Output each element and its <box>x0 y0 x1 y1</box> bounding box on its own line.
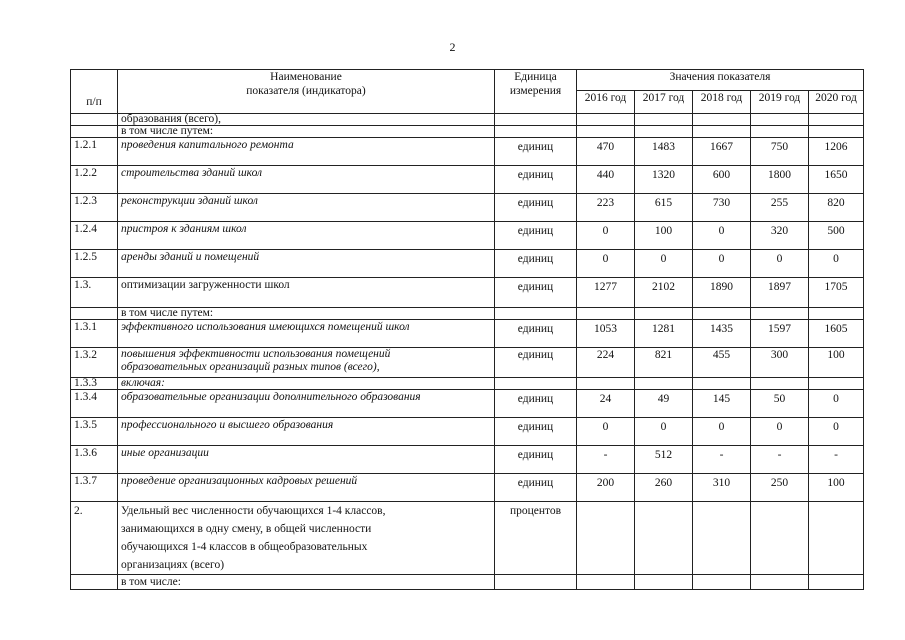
row-value: 1483 <box>635 138 693 166</box>
col-header-year: 2018 год <box>693 91 751 114</box>
row-value <box>809 308 864 320</box>
row-unit: единиц <box>495 250 577 278</box>
col-header-unit-line2: измерения <box>509 85 562 97</box>
table-row <box>71 348 864 378</box>
row-value: 0 <box>809 250 864 278</box>
row-value: 0 <box>809 418 864 446</box>
table-row <box>71 114 864 126</box>
row-value <box>809 502 864 575</box>
row-value: 1667 <box>693 138 751 166</box>
row-name-line: повышения эффективности использования помещений <box>121 348 391 360</box>
table-row <box>71 222 864 250</box>
row-value: 100 <box>809 474 864 502</box>
page-number: 2 <box>449 40 456 54</box>
row-value: 455 <box>693 348 751 378</box>
row-name <box>118 348 495 378</box>
row-name: строительства зданий школ <box>118 166 495 194</box>
row-value: 0 <box>635 418 693 446</box>
row-name: в том числе путем: <box>118 308 495 320</box>
row-unit: единиц <box>495 166 577 194</box>
row-value: 200 <box>577 474 635 502</box>
row-value <box>635 114 693 126</box>
row-value: 1053 <box>577 320 635 348</box>
row-value: - <box>693 446 751 474</box>
row-value: 0 <box>751 250 809 278</box>
row-value: 750 <box>751 138 809 166</box>
col-header-year: 2016 год <box>577 91 635 114</box>
row-num: 1.2.5 <box>71 250 118 278</box>
row-value <box>577 126 635 138</box>
col-header-name <box>118 70 495 114</box>
col-header-num: п/п <box>71 70 118 114</box>
row-unit: единиц <box>495 418 577 446</box>
row-value: 224 <box>577 348 635 378</box>
row-value: 0 <box>577 418 635 446</box>
row-value: 260 <box>635 474 693 502</box>
row-unit: единиц <box>495 474 577 502</box>
row-value <box>635 502 693 575</box>
row-value: 250 <box>751 474 809 502</box>
table-row <box>71 502 864 575</box>
row-name-line: обучающихся 1-4 классов в общеобразовательных <box>121 541 368 553</box>
row-value: 821 <box>635 348 693 378</box>
row-name: реконструкции зданий школ <box>118 194 495 222</box>
row-value: 49 <box>635 390 693 418</box>
row-value <box>635 575 693 590</box>
row-value: - <box>809 446 864 474</box>
row-num: 1.3.2 <box>71 348 118 378</box>
row-name: профессионального и высшего образования <box>118 418 495 446</box>
row-value <box>577 502 635 575</box>
row-value <box>577 114 635 126</box>
row-num: 1.2.4 <box>71 222 118 250</box>
table-row <box>71 474 864 502</box>
row-value: 1650 <box>809 166 864 194</box>
row-num: 1.2.3 <box>71 194 118 222</box>
row-value: 512 <box>635 446 693 474</box>
row-value: 1597 <box>751 320 809 348</box>
row-value <box>693 575 751 590</box>
row-value: 0 <box>693 250 751 278</box>
row-value: 2102 <box>635 278 693 308</box>
row-num <box>71 126 118 138</box>
row-name: образования (всего), <box>118 114 495 126</box>
row-value <box>635 308 693 320</box>
row-name-line: организациях (всего) <box>121 559 225 571</box>
row-value: 50 <box>751 390 809 418</box>
row-value <box>577 308 635 320</box>
col-header-values: Значения показателя <box>577 70 864 91</box>
row-value: 0 <box>809 390 864 418</box>
row-num: 2. <box>71 502 118 575</box>
row-num: 1.3.1 <box>71 320 118 348</box>
row-num: 1.2.1 <box>71 138 118 166</box>
row-unit <box>495 575 577 590</box>
row-value: 0 <box>635 250 693 278</box>
row-name-line: Удельный вес численности обучающихся 1-4 классов, <box>121 505 386 517</box>
row-name: оптимизации загруженности школ <box>118 278 495 308</box>
row-name: в том числе путем: <box>118 126 495 138</box>
row-value <box>751 378 809 390</box>
col-header-year: 2020 год <box>809 91 864 114</box>
row-value: 1435 <box>693 320 751 348</box>
row-value: 1277 <box>577 278 635 308</box>
row-value: 100 <box>635 222 693 250</box>
row-value: 145 <box>693 390 751 418</box>
row-value <box>693 126 751 138</box>
row-value <box>635 126 693 138</box>
row-value: 0 <box>693 418 751 446</box>
row-value: - <box>751 446 809 474</box>
row-name: в том числе: <box>118 575 495 590</box>
row-value <box>577 575 635 590</box>
row-unit: единиц <box>495 348 577 378</box>
row-value: 24 <box>577 390 635 418</box>
row-num: 1.3. <box>71 278 118 308</box>
row-unit: процентов <box>495 502 577 575</box>
row-name: проведения капитального ремонта <box>118 138 495 166</box>
row-name <box>118 502 495 575</box>
table-row <box>71 320 864 348</box>
row-value <box>577 378 635 390</box>
row-value <box>751 575 809 590</box>
table-row <box>71 126 864 138</box>
row-value: 470 <box>577 138 635 166</box>
row-unit: единиц <box>495 320 577 348</box>
col-header-name-line1: Наименование <box>270 71 342 83</box>
row-value <box>693 114 751 126</box>
row-value: 100 <box>809 348 864 378</box>
table-row <box>71 278 864 308</box>
row-name: иные организации <box>118 446 495 474</box>
row-num: 1.2.2 <box>71 166 118 194</box>
row-value: 300 <box>751 348 809 378</box>
row-value: 0 <box>577 250 635 278</box>
row-unit <box>495 308 577 320</box>
row-unit <box>495 114 577 126</box>
indicators-table <box>70 69 864 590</box>
row-num: 1.3.5 <box>71 418 118 446</box>
row-name-line: образовательных организаций разных типов (всего), <box>121 361 380 373</box>
row-value: 500 <box>809 222 864 250</box>
row-value: 1897 <box>751 278 809 308</box>
table-row <box>71 308 864 320</box>
table-row <box>71 390 864 418</box>
row-value <box>693 378 751 390</box>
row-value: 320 <box>751 222 809 250</box>
table-row <box>71 446 864 474</box>
row-value: 1705 <box>809 278 864 308</box>
row-value <box>751 502 809 575</box>
row-name: эффективного использования имеющихся помещений школ <box>118 320 495 348</box>
row-name: пристроя к зданиям школ <box>118 222 495 250</box>
table-row <box>71 166 864 194</box>
row-value <box>809 114 864 126</box>
table-row <box>71 418 864 446</box>
row-value: 223 <box>577 194 635 222</box>
row-value: 440 <box>577 166 635 194</box>
row-name: аренды зданий и помещений <box>118 250 495 278</box>
row-value: 1890 <box>693 278 751 308</box>
row-num <box>71 308 118 320</box>
row-unit: единиц <box>495 222 577 250</box>
row-value <box>809 378 864 390</box>
row-value: 1605 <box>809 320 864 348</box>
row-unit: единиц <box>495 194 577 222</box>
col-header-unit <box>495 70 577 114</box>
row-value: 730 <box>693 194 751 222</box>
table-row <box>71 575 864 590</box>
row-value <box>635 378 693 390</box>
row-num: 1.3.3 <box>71 378 118 390</box>
row-value <box>693 308 751 320</box>
row-num <box>71 114 118 126</box>
row-value: 1800 <box>751 166 809 194</box>
row-value: 0 <box>577 222 635 250</box>
row-unit: единиц <box>495 446 577 474</box>
row-name-line: занимающихся в одну смену, в общей численности <box>121 523 372 535</box>
row-value: 1281 <box>635 320 693 348</box>
row-value: 0 <box>751 418 809 446</box>
col-header-year: 2017 год <box>635 91 693 114</box>
row-value <box>751 126 809 138</box>
row-value <box>693 502 751 575</box>
row-unit: единиц <box>495 278 577 308</box>
row-unit: единиц <box>495 138 577 166</box>
table-row <box>71 194 864 222</box>
header-row-1 <box>71 70 864 91</box>
row-num: 1.3.6 <box>71 446 118 474</box>
row-value: - <box>577 446 635 474</box>
row-value: 0 <box>693 222 751 250</box>
row-name: проведение организационных кадровых решений <box>118 474 495 502</box>
row-num <box>71 575 118 590</box>
row-value: 615 <box>635 194 693 222</box>
row-value: 255 <box>751 194 809 222</box>
row-value: 1206 <box>809 138 864 166</box>
row-num: 1.3.4 <box>71 390 118 418</box>
col-header-unit-line1: Единица <box>514 71 557 83</box>
table-row <box>71 138 864 166</box>
table-row <box>71 250 864 278</box>
row-value: 310 <box>693 474 751 502</box>
row-unit: единиц <box>495 390 577 418</box>
row-value <box>751 114 809 126</box>
row-name: включая: <box>118 378 495 390</box>
table-row <box>71 378 864 390</box>
row-value: 600 <box>693 166 751 194</box>
row-unit <box>495 378 577 390</box>
row-name: образовательные организации дополнительного образования <box>118 390 495 418</box>
row-value <box>751 308 809 320</box>
col-header-name-line2: показателя (индикатора) <box>246 85 366 97</box>
row-value <box>809 575 864 590</box>
col-header-year: 2019 год <box>751 91 809 114</box>
row-value: 820 <box>809 194 864 222</box>
row-unit <box>495 126 577 138</box>
row-value: 1320 <box>635 166 693 194</box>
row-value <box>809 126 864 138</box>
row-num: 1.3.7 <box>71 474 118 502</box>
